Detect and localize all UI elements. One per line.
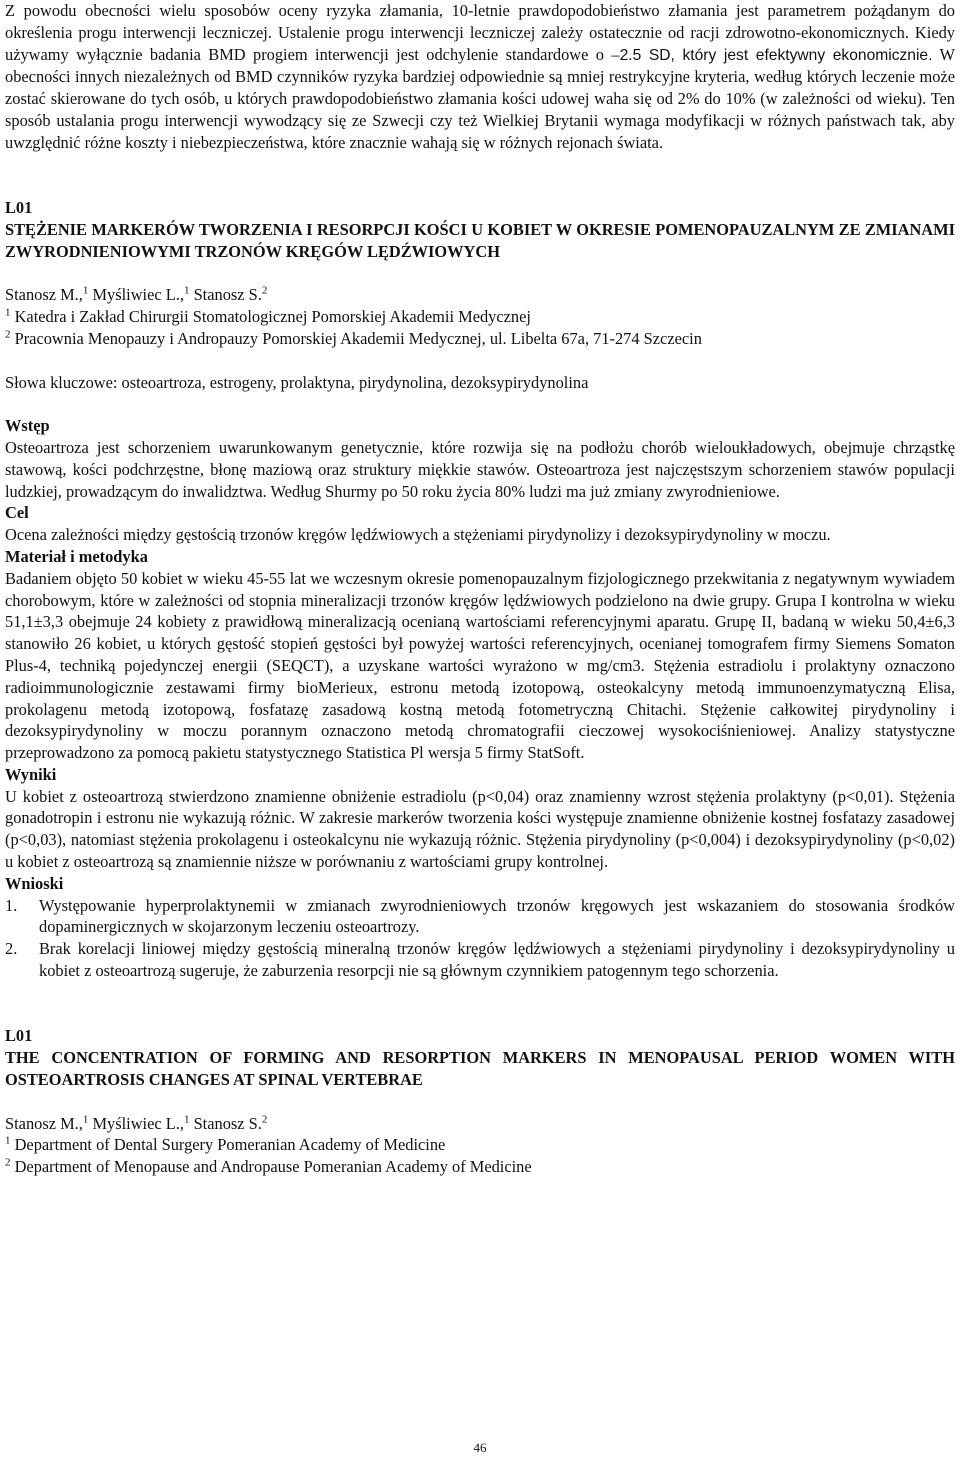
intro-text-sans: 2.5 SD, który jest efektywny ekonomicznie. [619, 46, 933, 64]
list-item: 1. Występowanie hyperprolaktynemii w zmianach zwyrodnieniowych trzonów kręgowych jest wskazaniem do stosowania środków dopaminergicznych w skojarzonym leczeniu osteoartrozy. [5, 895, 955, 937]
section-heading-results: Wyniki [5, 764, 57, 784]
conclusions-list [5, 895, 955, 982]
abstract-code: L01 [5, 198, 33, 218]
section-heading-intro: Wstęp [5, 416, 50, 436]
authors: Stanosz M.,$^1$ Myśliwiec L.,$^1$ Stanosz S.$^2$ [5, 1113, 268, 1133]
section-text-methods: Badaniem objęto 50 kobiet w wieku 45-55 lat we wczesnym okresie pomenopauzalnym fizjologicznego przekwitania z negatywnym wywiadem chorobowym, które w zależności od stopnia mineralizacji trzonów kręgów lędźwiowych podzielono na dwie grupy. Grupa I kontrolna w wieku 51,1±3,3 obejmuje 24 kobiety z prawidłową mineralizacją ocenianą wartościami referencyjnymi aparatu. Grupę II, badaną w wieku 50,4±6,3 stanowiło 26 kobiet, u których gęstość stopień gęstości był powyżej wartości referencyjnych, ocenianej tomografem firmy Siemens Somaton Plus-4, techniką pojedynczej energii (SEQCT), a uzyskane wartości wyrażono w mg/cm3. Stężenia estradiolu i prolaktyny oznaczono radioimmunologicznie zestawami firmy bioMerieux, estronu metodą izotopową, osteokalcyny metodą immunoenzymatyczną Elisa, prokolagenu metodą izotopową, fosfatazę zasadową kostną metodą fotometryczną Chitachi. Stężenie całkowitej pirydynoliny i dezoksypirydynoliny w moczu porannym oznaczono metodą chromatografii cieczowej wysokociśnieniowej. Analizy statystyczne przeprowadzono za pomocą pakietu statystycznego Statistica Pl wersja 5 firmy StatSoft. [5, 568, 955, 763]
intro-text-b: W obecności innych niezależnych od BMD czynników ryzyka bardziej odpowiednie są mniej restrykcyjne kryteria, według których leczenie może zostać skierowane do tych osób, u których prawdopodobieństwo złamania kości udowej waha się od 2% do 10% (w zależności od wieku). Ten sposób ustalania progu interwencji wywodzący się ze Szwecji czy też Wielkiej Brytanii wymaga modyfikacji w różnych państwach tak, aby uwzględnić różne koszty i niebezpieczeństwa, które znacznie wahają się w różnych rejonach świata. [5, 44, 955, 152]
keywords: Słowa kluczowe: osteoartroza, estrogeny, prolaktyna, pirydynolina, dezoksypirydynolina [5, 372, 589, 392]
affiliation-1: $^1$ Department of Dental Surgery Pomeranian Academy of Medicine [5, 1134, 446, 1155]
list-item: 2. Brak korelacji liniowej między gęstością mineralną trzonów kręgów lędźwiowych a stężeniami pirydynoliny i dezoksypirydynoliny u kobiet z osteoartrozą sugeruje, że zaburzenia resorpcji nie są głównym czynnikiem patogennym tego schorzenia. [5, 939, 955, 981]
section-heading-aim: Cel [5, 503, 29, 523]
abstract-pl [5, 197, 955, 982]
page [5, 0, 955, 1178]
section-text-aim: Ocena zależności między gęstością trzonów kręgów lędźwiowych a stężeniami pirydynolizy i dezoksypirydynoliny w moczu. [5, 525, 831, 545]
section-heading-conclusions: Wnioski [5, 873, 64, 893]
section-text-results: U kobiet z osteoartrozą stwierdzono znamienne obniżenie estradiolu (p<0,04) oraz znamienny wzrost stężenia prolaktyny (p<0,01). Stężenia gonadotropin i estronu nie wykazują różnic. W zakresie markerów tworzenia kości występuje znamienne obniżenie kostnej fosfatazy zasadowej (p<0,03), natomiast stężenia prokolagenu i osteokalcynu nie wykazują różnic. Stężenia pirydynoliny (p<0,004) i dezoksypirydynoliny (p<0,02) u kobiet z osteoartrozą są znamiennie niższe w porównaniu z wartościami grupy kontrolnej. [5, 786, 955, 872]
intro-text-a: Z powodu obecności wielu sposobów oceny ryzyka złamania, 10-letnie prawdopodobieństwo złamania jest parametrem pożądanym do określenia progu interwencji leczniczej. Ustalenie progu interwencji leczniczej zależy ostatecznie od racji zdrowotno-ekonomicznych. Kiedy używamy wyłącznie badania BMD progiem interwencji jest odchylenie standardowe o – [5, 1, 955, 64]
abstract-title: STĘŻENIE MARKERÓW TWORZENIA I RESORPCJI KOŚCI U KOBIET W OKRESIE POMENOPAUZALNYM ZE ZMIANAMI ZWYRODNIENIOWYMI TRZONÓW KRĘGÓW LĘDŹWIOWYCH [5, 219, 955, 261]
affiliation-2: $^2$ Pracownia Menopauzy i Andropauzy Pomorskiej Akademii Medycznej, ul. Libelta 67a, 71-274 Szczecin [5, 328, 702, 348]
section-heading-methods: Materiał i metodyka [5, 546, 148, 566]
affiliation-1: $^1$ Katedra i Zakład Chirurgii Stomatologicznej Pomorskiej Akademii Medycznej [5, 306, 531, 327]
intro-paragraph [5, 0, 955, 154]
page-number: 46 [473, 1440, 487, 1455]
authors: Stanosz M.,$^1$ Myśliwiec L.,$^1$ Stanosz S.$^2$ [5, 284, 268, 305]
affiliation-2: $^2$ Department of Menopause and Andropause Pomeranian Academy of Medicine [5, 1156, 532, 1177]
abstract-title: THE CONCENTRATION OF FORMING AND RESORPTION MARKERS IN MENOPAUSAL PERIOD WOMEN WITH OSTEOARTROSIS CHANGES AT SPINAL VERTEBRAE [5, 1048, 955, 1090]
abstract-code: L01 [5, 1026, 33, 1046]
section-text-intro: Osteoartroza jest schorzeniem uwarunkowanym genetycznie, które rozwija się na podłożu chorób wieloukładowych, obejmuje chrząstkę stawową, kości podchrzęstne, błonę maziową oraz struktury miękkie stawów. Osteoartroza jest najczęstszym schorzeniem stawów populacji ludzkiej, prowadzącym do inwalidztwa. Według Shurmy po 50 roku życia 80% ludzi ma już zmiany zwyrodnieniowe. [5, 437, 955, 501]
abstract-en [5, 1025, 955, 1178]
